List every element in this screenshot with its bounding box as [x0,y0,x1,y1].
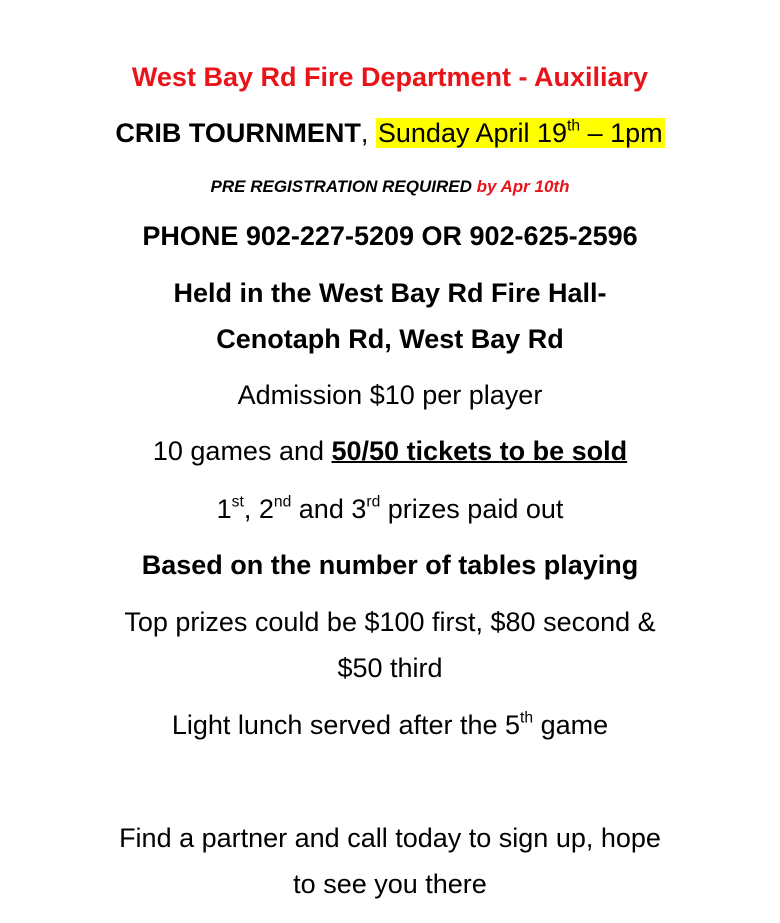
top-prizes-line-1: Top prizes could be $100 first, $80 second & [124,607,656,637]
closing-line-1: Find a partner and call today to sign up, hope [119,823,661,853]
event-separator: , [360,118,369,148]
fifty-fifty-tickets: 50/50 tickets to be sold [331,436,628,466]
prize-third-text: and 3 [291,494,367,524]
registration-note [0,177,780,197]
event-date-highlight [376,118,665,148]
registration-required: PRE REGISTRATION REQUIRED [210,177,472,196]
location-line-2: Cenotaph Rd, West Bay Rd [216,324,564,354]
event-date-suffix: – 1pm [580,118,663,148]
admission-fee: Admission $10 per player [237,380,543,410]
prize-first-number: 1 [216,494,232,524]
lunch-suffix: game [533,710,609,740]
games-prefix: 10 games and [152,436,332,466]
prize-third-sup: rd [366,493,381,511]
based-on-tables: Based on the number of tables playing [141,550,639,580]
lunch-info [0,710,780,741]
event-name: CRIB TOURNMENT [115,118,361,148]
flyer-title: West Bay Rd Fire Department - Auxiliary [131,62,649,92]
event-headline [0,118,780,149]
lunch-sup: th [520,709,534,727]
prize-second-text: , 2 [243,494,274,524]
games-info [0,436,780,467]
lunch-prefix: Light lunch served after the 5 [171,710,521,740]
top-prizes-line-2: $50 third [337,653,443,683]
event-date-prefix: Sunday April 19 [377,118,568,148]
prize-first-sup: st [231,493,244,511]
prizes-info [0,494,780,525]
prize-second-sup: nd [273,493,292,511]
registration-deadline: by Apr 10th [471,177,570,196]
location-line-1: Held in the West Bay Rd Fire Hall- [173,278,607,308]
closing-line-2: to see you there [293,869,487,899]
prize-suffix: prizes paid out [380,494,564,524]
phone-numbers: PHONE 902-227-5209 OR 902-625-2596 [142,221,638,251]
event-date-sup: th [567,117,581,135]
